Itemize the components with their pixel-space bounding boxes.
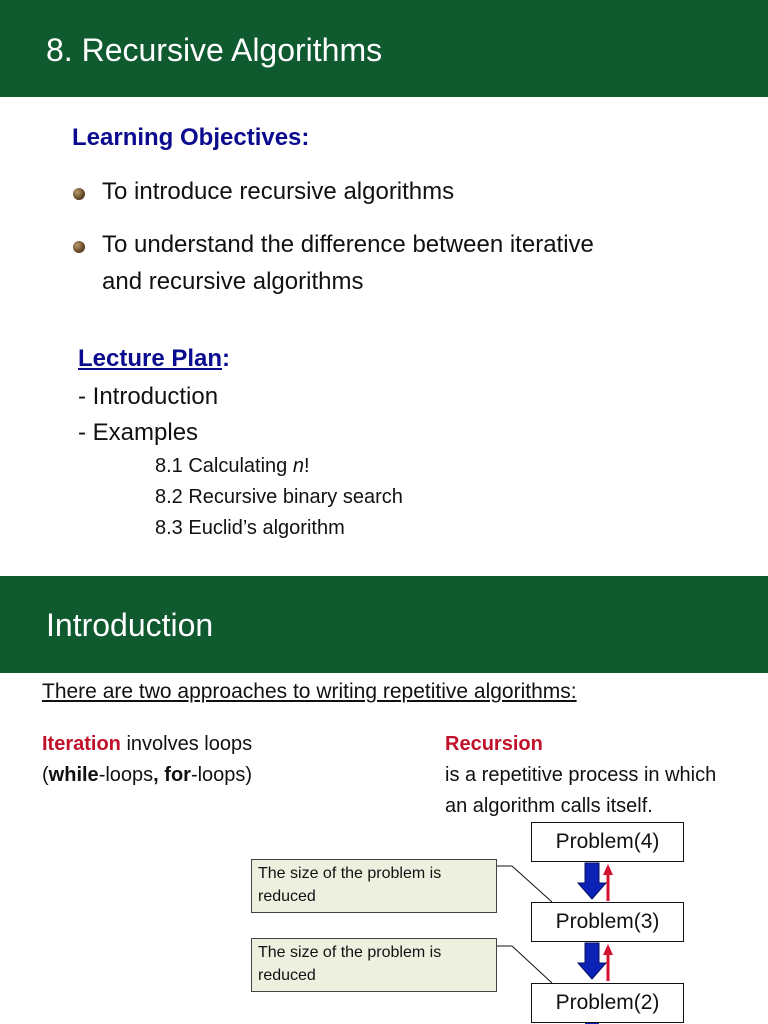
objective-item: To understand the difference between iterative [102, 231, 594, 258]
recursion-definition-line1: is a repetitive process in which [445, 764, 717, 786]
sub-item-prefix: 8.1 Calculating [155, 455, 293, 477]
recursion-definition-line2: an algorithm calls itself. [445, 795, 653, 817]
lecture-plan-label: Lecture Plan [78, 345, 223, 372]
problem-box-4: Problem(4) [531, 822, 684, 862]
recursion-label: Recursion [445, 733, 543, 755]
learning-objectives-heading: Learning Objectives: [72, 124, 310, 151]
down-arrow-icon [578, 863, 606, 899]
lecture-plan-colon: : [222, 345, 231, 372]
comma: , [153, 764, 159, 786]
up-arrow-head-icon [603, 944, 613, 955]
callout-leader [512, 946, 552, 983]
objective-item-continuation: and recursive algorithms [102, 268, 364, 295]
iteration-rest: involves loops [120, 733, 253, 755]
up-arrow-head-icon [603, 864, 613, 875]
while-keyword: while [48, 764, 99, 786]
paren-open: ( [42, 764, 49, 786]
sub-item-suffix: ! [304, 455, 310, 477]
plan-item-examples: - Examples [78, 419, 199, 446]
loops-text: -loops [98, 764, 154, 786]
down-arrow-icon [578, 943, 606, 979]
intro-sentence: There are two approaches to writing repetitive algorithms: [42, 680, 577, 703]
section-title: 8. Recursive Algorithms [46, 32, 383, 68]
plan-item-introduction: - Introduction [78, 383, 219, 410]
sub-item-italic: n [292, 455, 304, 477]
problem-box-3: Problem(3) [531, 902, 684, 942]
callout-note: The size of the problem is reduced [251, 938, 497, 992]
callout-leader [512, 866, 552, 902]
loops-text-end: -loops) [190, 764, 253, 786]
iteration-label: Iteration [42, 733, 121, 755]
sub-item-binary-search: 8.2 Recursive binary search [155, 486, 403, 508]
sub-item-euclid: 8.3 Euclid’s algorithm [155, 517, 345, 539]
objective-item: To introduce recursive algorithms [102, 178, 455, 205]
for-keyword: for [158, 764, 191, 786]
section-title: Introduction [46, 607, 214, 643]
problem-box-2: Problem(2) [531, 983, 684, 1023]
callout-note: The size of the problem is reduced [251, 859, 497, 913]
